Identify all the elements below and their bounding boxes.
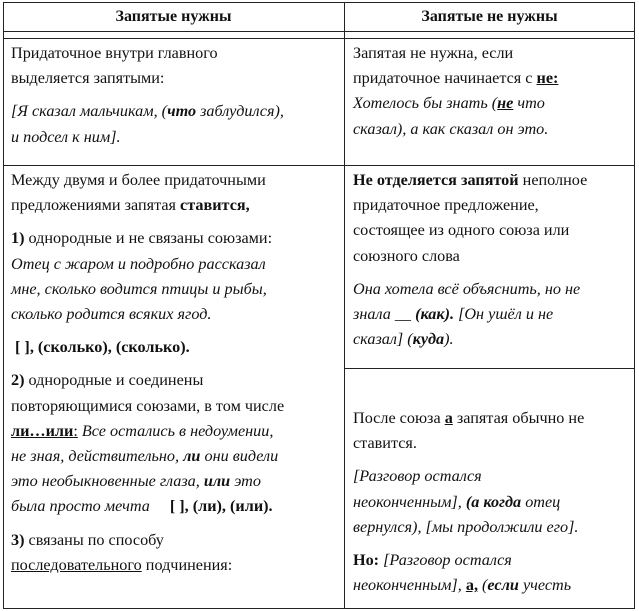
example-text: [Разговор остался неоконченным], (а когда отец вернулся), [мы продолжили его]. (353, 467, 579, 536)
rule-text: Не отделяется запятой неполное придаточное предложение, состоящее из одного союза или союзного слова (353, 171, 588, 265)
point-1: 1) однородные и не связаны союзами: Отец с жаром и подробно рассказал мне, сколько водится птицы и рыбы, сколько родится всяких ягод. (11, 229, 273, 324)
rules-table (3, 2, 635, 609)
table-border-left (3, 2, 4, 609)
cell-inner-clause (11, 41, 341, 150)
rule-text: Запятая не нужна, если придаточное начинается с не: (353, 44, 559, 88)
point-3: 3) связаны по способу последовательного подчинения: (11, 530, 233, 574)
example-text: Она хотела всё объяснить, но не знала __ (как). [Он ушёл и не сказал] (куда). (353, 279, 581, 349)
rule-intro: Между двумя и более придаточными предложениями запятая ставится, (11, 171, 266, 215)
cell-ne-clause (353, 41, 631, 142)
cell-multiple-clauses (11, 168, 341, 578)
table-column-divider (344, 2, 345, 609)
right-cell-divider (345, 368, 635, 369)
rule-text: После союза а запятая обычно не ставится. (353, 409, 585, 453)
table-border-bottom (3, 608, 635, 609)
point-2: 2) однородные и соединены повторяющимися союзами, в том числе ли…или: Все остались в недоумении, не зная, действительно, ли они видели это необыкновенные глаза, или это была просто мечта [ ], (ли), (или). (11, 371, 285, 516)
example-text: Хотелось бы знать (не что сказал), а как сказал он это. (353, 94, 549, 138)
rule-text: Придаточное внутри главного выделяется запятыми: (11, 44, 218, 88)
row-divider (3, 165, 635, 166)
example-text: [Я сказал мальчикам, (что заблудился), и подсел к ним]. (11, 102, 284, 146)
exception-text: Но: [Разговор остался неоконченным], а, (если учесть (353, 551, 572, 595)
header-divider (3, 31, 635, 32)
table-border-right (634, 2, 635, 609)
header-divider-double (3, 38, 635, 39)
header-commas-needed: Запятые нужны (115, 8, 232, 25)
header-commas-not-needed: Запятые не нужны (421, 8, 558, 25)
scheme-1: [ ], (сколько), (сколько). (15, 338, 190, 357)
cell-conjunction-a (353, 406, 631, 598)
cell-incomplete-clause (353, 168, 631, 352)
